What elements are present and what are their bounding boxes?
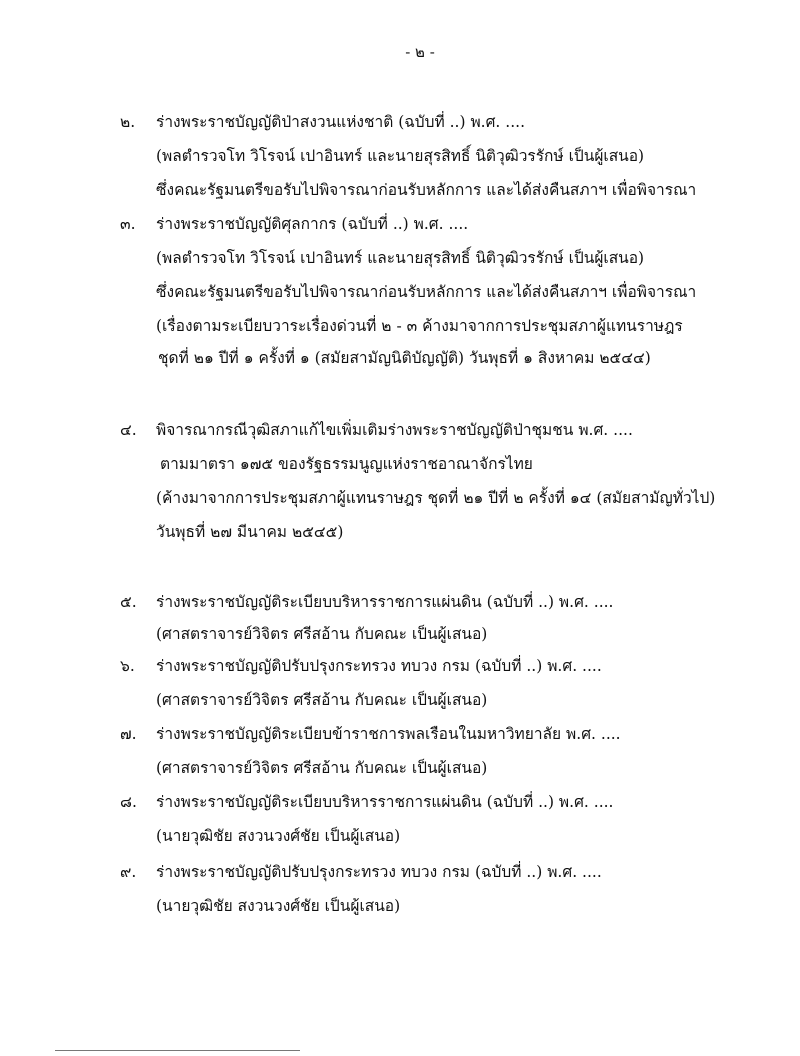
item-reference: (ค้างมาจากการประชุมสภาผู้แทนราษฎร ชุดที่ ๒๑ ปีที่ ๒ ครั้งที่ ๑๔ (สมัยสามัญทั่วไป)	[156, 489, 716, 507]
item-proposer: (นายวุฒิชัย สงวนวงศ์ชัย เป็นผู้เสนอ)	[156, 827, 401, 845]
item-reference-date: วันพุธที่ ๒๗ มีนาคม ๒๕๔๕)	[156, 523, 344, 541]
item-proposer: (ศาสตราจารย์วิจิตร ศรีสอ้าน กับคณะ เป็นผู้เสนอ)	[156, 759, 488, 777]
item-number: ๕.	[120, 593, 137, 611]
item-number: ๘.	[120, 793, 137, 811]
footer-divider	[55, 1050, 300, 1051]
item-proposer: (ศาสตราจารย์วิจิตร ศรีสอ้าน กับคณะ เป็นผู้เสนอ)	[156, 625, 488, 643]
item-title: ร่างพระราชบัญญัติปรับปรุงกระทรวง ทบวง กรม (ฉบับที่ ..) พ.ศ. ....	[156, 863, 602, 881]
item-reference-date: ชุดที่ ๒๑ ปีที่ ๑ ครั้งที่ ๑ (สมัยสามัญนิติบัญญัติ) วันพุธที่ ๑ สิงหาคม ๒๕๔๔)	[158, 349, 651, 367]
item-number: ๔.	[120, 421, 137, 439]
item-proposer: (ศาสตราจารย์วิจิตร ศรีสอ้าน กับคณะ เป็นผู้เสนอ)	[156, 691, 488, 709]
item-number: ๗.	[120, 725, 137, 743]
item-proposer: (พลตำรวจโท วิโรจน์ เปาอินทร์ และนายสุรสิทธิ์ นิติวุฒิวรรักษ์ เป็นผู้เสนอ)	[156, 249, 645, 267]
item-number: ๓.	[120, 215, 136, 233]
item-number: ๙.	[120, 863, 137, 881]
item-note: ซึ่งคณะรัฐมนตรีขอรับไปพิจารณาก่อนรับหลักการ และได้ส่งคืนสภาฯ เพื่อพิจารณา	[156, 283, 697, 301]
page-number: - ๒ -	[405, 43, 435, 61]
item-number: ๖.	[120, 657, 135, 675]
item-proposer: (นายวุฒิชัย สงวนวงศ์ชัย เป็นผู้เสนอ)	[156, 897, 401, 915]
item-title: ร่างพระราชบัญญัติป่าสงวนแห่งชาติ (ฉบับที่ ..) พ.ศ. ....	[156, 113, 525, 131]
item-title: ร่างพระราชบัญญัติศุลกากร (ฉบับที่ ..) พ.ศ. ....	[156, 215, 469, 233]
item-title: พิจารณากรณีวุฒิสภาแก้ไขเพิ่มเติมร่างพระราชบัญญัติป่าชุมชน พ.ศ. ....	[156, 421, 633, 439]
item-note: ซึ่งคณะรัฐมนตรีขอรับไปพิจารณาก่อนรับหลักการ และได้ส่งคืนสภาฯ เพื่อพิจารณา	[156, 181, 697, 199]
item-title: ร่างพระราชบัญญัติระเบียบบริหารราชการแผ่นดิน (ฉบับที่ ..) พ.ศ. ....	[156, 793, 614, 811]
item-reference: (เรื่องตามระเบียบวาระเรื่องด่วนที่ ๒ - ๓ ค้างมาจากการประชุมสภาผู้แทนราษฎร	[156, 317, 683, 335]
item-title: ร่างพระราชบัญญัติระเบียบข้าราชการพลเรือนในมหาวิทยาลัย พ.ศ. ....	[156, 725, 621, 743]
item-legal-basis: ตามมาตรา ๑๗๕ ของรัฐธรรมนูญแห่งราชอาณาจักรไทย	[160, 455, 533, 473]
item-number: ๒.	[120, 113, 136, 131]
item-title: ร่างพระราชบัญญัติระเบียบบริหารราชการแผ่นดิน (ฉบับที่ ..) พ.ศ. ....	[156, 593, 614, 611]
item-proposer: (พลตำรวจโท วิโรจน์ เปาอินทร์ และนายสุรสิทธิ์ นิติวุฒิวรรักษ์ เป็นผู้เสนอ)	[156, 147, 645, 165]
item-title: ร่างพระราชบัญญัติปรับปรุงกระทรวง ทบวง กรม (ฉบับที่ ..) พ.ศ. ....	[156, 657, 602, 675]
